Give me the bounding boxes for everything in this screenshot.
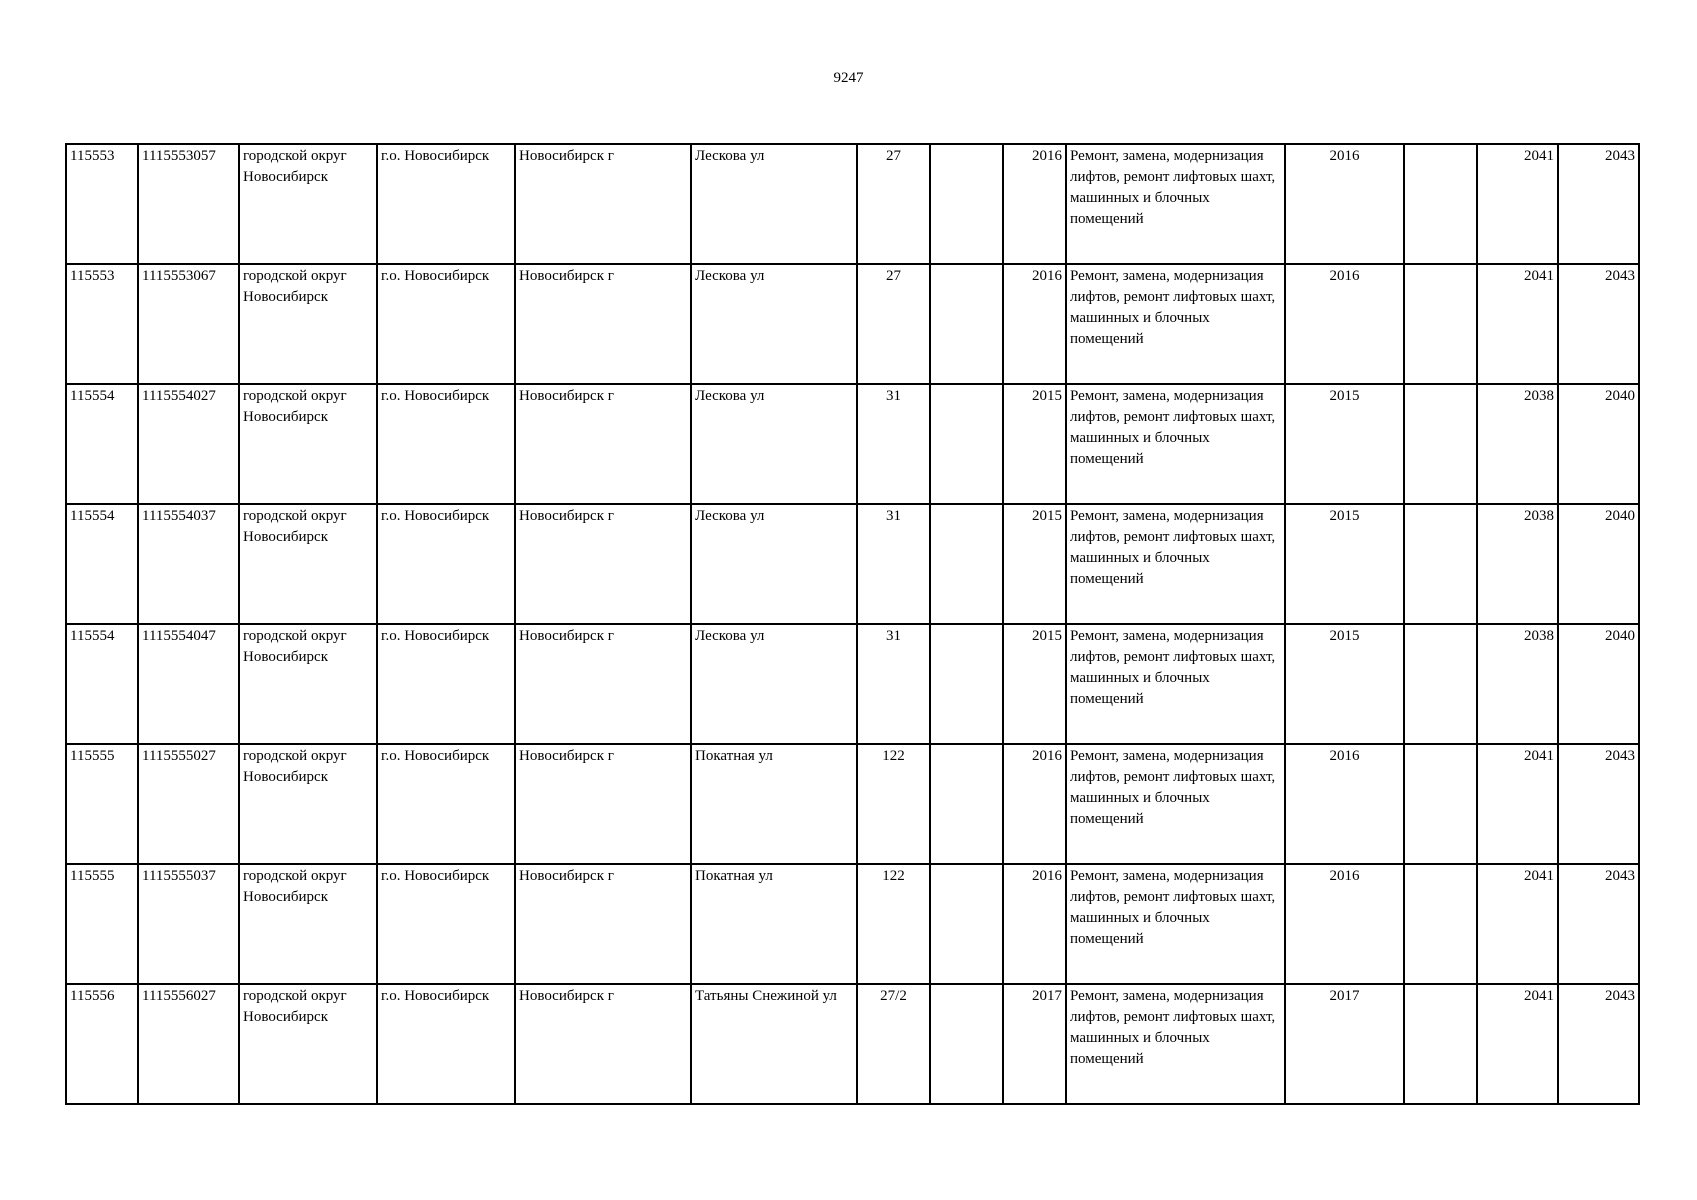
cell-plan-start-year: 2038 bbox=[1477, 504, 1558, 624]
cell-building bbox=[930, 264, 1003, 384]
cell-object-code: 1115555027 bbox=[138, 744, 239, 864]
cell-empty bbox=[1404, 984, 1477, 1104]
cell-house-number: 27/2 bbox=[857, 984, 930, 1104]
cell-district: г.о. Новосибирск bbox=[377, 624, 515, 744]
cell-street: Татьяны Снежиной ул bbox=[691, 984, 857, 1104]
cell-commission-year: 2017 bbox=[1003, 984, 1066, 1104]
cell-record-id: 115554 bbox=[66, 624, 138, 744]
cell-last-repair-year: 2016 bbox=[1285, 744, 1404, 864]
cell-commission-year: 2015 bbox=[1003, 504, 1066, 624]
cell-commission-year: 2016 bbox=[1003, 744, 1066, 864]
cell-plan-end-year: 2043 bbox=[1558, 864, 1639, 984]
cell-plan-end-year: 2043 bbox=[1558, 264, 1639, 384]
table-row bbox=[66, 744, 1639, 864]
cell-record-id: 115554 bbox=[66, 384, 138, 504]
table-row bbox=[66, 864, 1639, 984]
cell-commission-year: 2015 bbox=[1003, 384, 1066, 504]
cell-last-repair-year: 2016 bbox=[1285, 264, 1404, 384]
cell-district: г.о. Новосибирск bbox=[377, 264, 515, 384]
cell-building bbox=[930, 504, 1003, 624]
cell-municipality: городской округ Новосибирск bbox=[239, 264, 377, 384]
cell-street: Лескова ул bbox=[691, 624, 857, 744]
cell-empty bbox=[1404, 384, 1477, 504]
cell-empty bbox=[1404, 744, 1477, 864]
cell-last-repair-year: 2015 bbox=[1285, 624, 1404, 744]
cell-district: г.о. Новосибирск bbox=[377, 984, 515, 1104]
cell-plan-end-year: 2040 bbox=[1558, 384, 1639, 504]
cell-object-code: 1115554027 bbox=[138, 384, 239, 504]
cell-building bbox=[930, 864, 1003, 984]
cell-house-number: 122 bbox=[857, 864, 930, 984]
cell-last-repair-year: 2017 bbox=[1285, 984, 1404, 1104]
cell-street: Лескова ул bbox=[691, 504, 857, 624]
cell-record-id: 115553 bbox=[66, 144, 138, 264]
cell-commission-year: 2016 bbox=[1003, 144, 1066, 264]
cell-plan-end-year: 2043 bbox=[1558, 744, 1639, 864]
cell-municipality: городской округ Новосибирск bbox=[239, 624, 377, 744]
cell-plan-end-year: 2040 bbox=[1558, 624, 1639, 744]
cell-settlement: Новосибирск г bbox=[515, 384, 691, 504]
cell-municipality: городской округ Новосибирск bbox=[239, 864, 377, 984]
cell-last-repair-year: 2016 bbox=[1285, 864, 1404, 984]
cell-plan-end-year: 2043 bbox=[1558, 144, 1639, 264]
cell-empty bbox=[1404, 264, 1477, 384]
cell-object-code: 1115553057 bbox=[138, 144, 239, 264]
cell-work-type: Ремонт, замена, модернизация лифтов, ремонт лифтовых шахт, машинных и блочных помещений bbox=[1066, 984, 1285, 1104]
cell-empty bbox=[1404, 144, 1477, 264]
cell-plan-start-year: 2041 bbox=[1477, 264, 1558, 384]
table-row bbox=[66, 264, 1639, 384]
cell-plan-start-year: 2041 bbox=[1477, 744, 1558, 864]
cell-work-type: Ремонт, замена, модернизация лифтов, ремонт лифтовых шахт, машинных и блочных помещений bbox=[1066, 384, 1285, 504]
cell-building bbox=[930, 384, 1003, 504]
cell-work-type: Ремонт, замена, модернизация лифтов, ремонт лифтовых шахт, машинных и блочных помещений bbox=[1066, 144, 1285, 264]
cell-object-code: 1115553067 bbox=[138, 264, 239, 384]
cell-plan-start-year: 2038 bbox=[1477, 624, 1558, 744]
cell-building bbox=[930, 144, 1003, 264]
table-row bbox=[66, 624, 1639, 744]
cell-settlement: Новосибирск г bbox=[515, 984, 691, 1104]
cell-work-type: Ремонт, замена, модернизация лифтов, ремонт лифтовых шахт, машинных и блочных помещений bbox=[1066, 624, 1285, 744]
cell-record-id: 115556 bbox=[66, 984, 138, 1104]
cell-commission-year: 2016 bbox=[1003, 864, 1066, 984]
cell-building bbox=[930, 984, 1003, 1104]
cell-plan-start-year: 2041 bbox=[1477, 984, 1558, 1104]
cell-house-number: 31 bbox=[857, 384, 930, 504]
cell-empty bbox=[1404, 624, 1477, 744]
cell-work-type: Ремонт, замена, модернизация лифтов, ремонт лифтовых шахт, машинных и блочных помещений bbox=[1066, 744, 1285, 864]
cell-building bbox=[930, 744, 1003, 864]
cell-commission-year: 2015 bbox=[1003, 624, 1066, 744]
cell-street: Лескова ул bbox=[691, 144, 857, 264]
cell-house-number: 27 bbox=[857, 264, 930, 384]
cell-house-number: 122 bbox=[857, 744, 930, 864]
cell-district: г.о. Новосибирск bbox=[377, 864, 515, 984]
cell-settlement: Новосибирск г bbox=[515, 624, 691, 744]
cell-district: г.о. Новосибирск bbox=[377, 744, 515, 864]
cell-house-number: 27 bbox=[857, 144, 930, 264]
cell-plan-start-year: 2038 bbox=[1477, 384, 1558, 504]
table-row bbox=[66, 984, 1639, 1104]
page-number: 9247 bbox=[833, 70, 864, 86]
cell-object-code: 1115554037 bbox=[138, 504, 239, 624]
cell-street: Покатная ул bbox=[691, 864, 857, 984]
cell-municipality: городской округ Новосибирск bbox=[239, 144, 377, 264]
cell-record-id: 115554 bbox=[66, 504, 138, 624]
cell-plan-start-year: 2041 bbox=[1477, 144, 1558, 264]
cell-building bbox=[930, 624, 1003, 744]
cell-plan-start-year: 2041 bbox=[1477, 864, 1558, 984]
cell-plan-end-year: 2040 bbox=[1558, 504, 1639, 624]
cell-last-repair-year: 2016 bbox=[1285, 144, 1404, 264]
cell-settlement: Новосибирск г bbox=[515, 744, 691, 864]
cell-last-repair-year: 2015 bbox=[1285, 504, 1404, 624]
cell-empty bbox=[1404, 864, 1477, 984]
cell-municipality: городской округ Новосибирск bbox=[239, 384, 377, 504]
cell-work-type: Ремонт, замена, модернизация лифтов, ремонт лифтовых шахт, машинных и блочных помещений bbox=[1066, 864, 1285, 984]
cell-record-id: 115555 bbox=[66, 864, 138, 984]
cell-settlement: Новосибирск г bbox=[515, 144, 691, 264]
table-row bbox=[66, 504, 1639, 624]
cell-empty bbox=[1404, 504, 1477, 624]
cell-street: Покатная ул bbox=[691, 744, 857, 864]
cell-district: г.о. Новосибирск bbox=[377, 144, 515, 264]
table-body bbox=[66, 144, 1639, 1104]
cell-record-id: 115553 bbox=[66, 264, 138, 384]
cell-settlement: Новосибирск г bbox=[515, 264, 691, 384]
cell-settlement: Новосибирск г bbox=[515, 504, 691, 624]
cell-municipality: городской округ Новосибирск bbox=[239, 504, 377, 624]
cell-house-number: 31 bbox=[857, 624, 930, 744]
cell-municipality: городской округ Новосибирск bbox=[239, 744, 377, 864]
cell-street: Лескова ул bbox=[691, 264, 857, 384]
table-row bbox=[66, 384, 1639, 504]
cell-work-type: Ремонт, замена, модернизация лифтов, ремонт лифтовых шахт, машинных и блочных помещений bbox=[1066, 264, 1285, 384]
cell-district: г.о. Новосибирск bbox=[377, 384, 515, 504]
cell-record-id: 115555 bbox=[66, 744, 138, 864]
cell-municipality: городской округ Новосибирск bbox=[239, 984, 377, 1104]
registry-table bbox=[65, 143, 1640, 1105]
cell-district: г.о. Новосибирск bbox=[377, 504, 515, 624]
table-row bbox=[66, 144, 1639, 264]
cell-object-code: 1115555037 bbox=[138, 864, 239, 984]
cell-object-code: 1115556027 bbox=[138, 984, 239, 1104]
cell-work-type: Ремонт, замена, модернизация лифтов, ремонт лифтовых шахт, машинных и блочных помещений bbox=[1066, 504, 1285, 624]
cell-object-code: 1115554047 bbox=[138, 624, 239, 744]
cell-street: Лескова ул bbox=[691, 384, 857, 504]
cell-commission-year: 2016 bbox=[1003, 264, 1066, 384]
cell-house-number: 31 bbox=[857, 504, 930, 624]
cell-settlement: Новосибирск г bbox=[515, 864, 691, 984]
cell-last-repair-year: 2015 bbox=[1285, 384, 1404, 504]
cell-plan-end-year: 2043 bbox=[1558, 984, 1639, 1104]
